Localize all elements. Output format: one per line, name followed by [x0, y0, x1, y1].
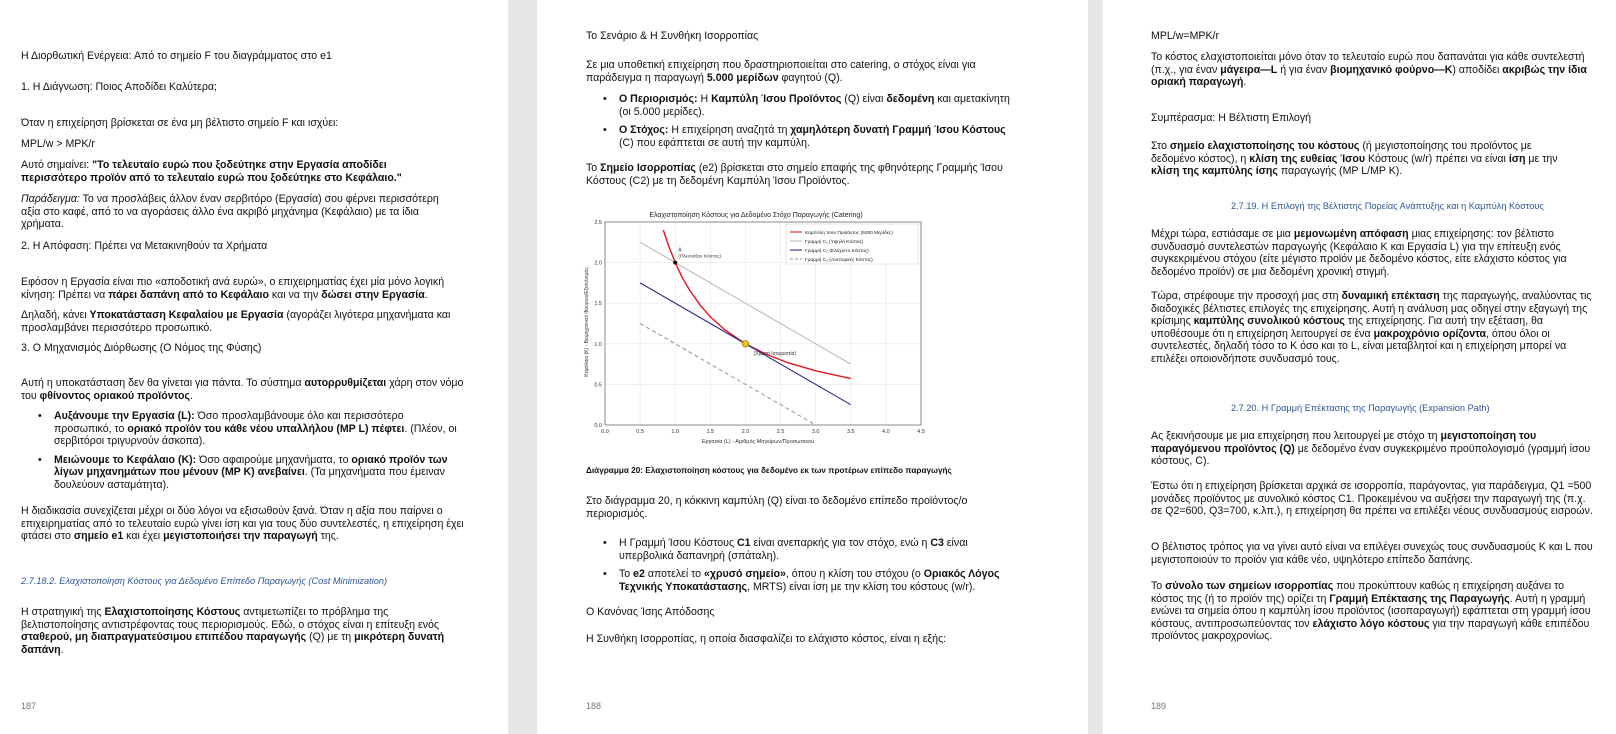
points-list	[601, 537, 1011, 599]
point-marker-e2	[742, 341, 749, 348]
page-number: 187	[21, 701, 37, 711]
section-paragraph: Έστω ότι η επιχείρηση βρίσκεται αρχικά σε ισορροπία, παράγοντας, για παράδειγμα, Q1 =500 μονάδες προϊόντος με συνολικό κόστος C1. Προκειμένου να αυξήσει την παραγωγή της (π.χ. σε Q2=600, Q3=700, κ.λπ.), η επιχείρηση θα πρέπει να επιλέξει νέους συνδυασμούς εισροών.	[1151, 480, 1593, 518]
x-tick-label: 1.5	[706, 429, 715, 435]
x-tick-label: 0.5	[636, 429, 644, 435]
list-item: • Αυξάνουμε την Εργασία (L): Όσο προσλαμβάνουμε όλο και περισσότερο προσωπικό, το οριακό προϊόν του κάθε νέου υπαλλήλου (MP L) πέφτει. (Πλέον, οι σερβιτόροι τριγυρνούν άσκοπα).	[36, 410, 462, 448]
legend-entry: Καμπύλη Ίσου Προϊόντος (5000 Μερίδες)	[805, 230, 893, 236]
chart-title: Ελαχιστοποίηση Κόστους για Δεδομένο Στόχο Παραγωγής (Catering)	[649, 212, 863, 219]
y-tick-label: 1.5	[594, 301, 602, 308]
y-tick-label: 0.0	[594, 423, 602, 429]
legend-entry: Γραμμή C₂ (Ελάχιστο Κόστος)	[805, 248, 869, 254]
x-tick-label: 3.5	[846, 429, 855, 435]
figure-caption: Διάγραμμα 20: Ελαχιστοποίηση κόστους για δεδομένο εκ των προτέρων επίπεδο παραγωγής	[586, 466, 952, 475]
y-tick-label: 1.0	[594, 341, 602, 348]
point-marker-A	[673, 261, 677, 265]
x-tick-label: 0.0	[601, 429, 609, 435]
x-tick-label: 2.0	[741, 429, 750, 435]
section-heading: 2.7.19. Η Επιλογή της Βέλτιστης Πορείας Ανάπτυξης και η Καμπύλη Κόστους	[1231, 201, 1544, 211]
point-sublabel: (Χρυσή Ισορροπία)	[753, 350, 797, 357]
section-paragraph: Ας ξεκινήσουμε με μια επιχείρηση που λειτουργεί με στόχο τη μεγιστοποίηση του παραγόμενου προϊόντος (Q) με δεδομένο έναν συγκεκριμένο προϋπολογισμό (γραμμή ίσου κόστους, C).	[1151, 430, 1591, 468]
x-tick-label: 4.0	[882, 429, 890, 435]
conclusion-title: Συμπέρασμα: Η Βέλτιστη Επιλογή	[1151, 112, 1312, 124]
cost-paragraph: Το κόστος ελαχιστοποιείται μόνο όταν το τελευταίο ευρώ που δαπανάται για κάθε συντελεστή (π.χ., για έναν μάγειρα—L ή για έναν βιομηχανικό φούρνο—K) αποδίδει ακριβώς την ίδια οριακή παραγωγή.	[1151, 51, 1587, 89]
namely-paragraph: Δηλαδή, κάνει Υποκατάσταση Κεφαλαίου με Εργασία (αγοράζει λιγότερα μηχανήματα και προσλαμβάνει περισσότερο προσωπικό.	[21, 309, 451, 334]
y-tick-label: 2.0	[594, 260, 602, 267]
mechanism-paragraph: Αυτή η υποκατάσταση δεν θα γίνεται για πάντα. Το σύστημα αυτορρυθμίζεται χάρη στον νόμο του φθίνοντος οριακού προϊόντος.	[21, 377, 464, 402]
page-188	[537, 0, 1088, 734]
legend-entry: Γραμμή C₁ (Υψηλό Κόστος)	[805, 239, 864, 245]
list-item: • Το e2 αποτελεί το «χρυσό σημείο», όπου η κλίση του στόχου (ο Οριακός Λόγος Τεχνικής Υποκατάστασης, MRTS) είναι ίση με την κλίση του κόστους (w/r).	[601, 568, 1011, 593]
y-tick-label: 0.5	[594, 382, 602, 389]
point-label: A	[678, 247, 682, 254]
x-tick-label: 3.0	[811, 429, 820, 435]
diagnosis-intro: Όταν η επιχείρηση βρίσκεται σε ένα μη βέλτιστο σημείο F και ισχύει:	[21, 117, 339, 129]
conclusion-paragraph: Στο σημείο ελαχιστοποίησης του κόστους (ή μεγιστοποίησης του προϊόντος με δεδομένο κόστος), η κλίση της ευθείας Ίσου Κόστους (w/r) πρέπει να είναι ίση με την κλίση της καμπύλης ίσης παραγωγής (MP L/MP K).	[1151, 140, 1558, 178]
x-axis-label: Εργασία (L) - Αριθμός Μαγείρων/Προσωπικού	[701, 439, 815, 445]
list-item: • Ο Στόχος: Η επιχείρηση αναζητά τη χαμηλότερη δυνατή Γραμμή Ίσου Κόστους (C) που εφάπτεται σε αυτή την καμπύλη.	[601, 124, 1019, 149]
page-187	[0, 0, 508, 734]
example-paragraph: Παράδειγμα: Το να προσλάβεις άλλον έναν σερβιτόρο (Εργασία) σου φέρνει περισσότερη αξία στο καφέ, από το να αγοράσεις άλλο ένα ακριβό μηχάνημα (Κεφάλαιο) με τα ίδια χρήματα.	[21, 193, 439, 231]
scenario-list	[601, 93, 1019, 155]
heading: Η Διορθωτική Ενέργεια: Από το σημείο F του διαγράμματος στο e1	[21, 50, 332, 62]
page-number: 188	[586, 701, 602, 711]
section-title: Το Σενάριο & Η Συνθήκη Ισορροπίας	[586, 30, 759, 42]
equilibrium-paragraph: Το Σημείο Ισορροπίας (e2) βρίσκεται στο σημείο επαφής της φθηνότερης Γραμμής Ίσου Κόστους (C2) με τη δεδομένη Καμπύλη Ίσου Προϊόντος.	[586, 162, 1003, 187]
x-tick-label: 4.5	[917, 429, 925, 435]
list-item: • Μειώνουμε το Κεφάλαιο (K): Όσο αφαιρούμε μηχανήματα, το οριακό προϊόν των λίγων μηχανημάτων που μένουν (MP K) ανεβαίνει. (Τα μηχανήματα που έμειναν δουλεύουν ασταμάτητα).	[36, 454, 462, 492]
diagnosis-title: 1. Η Διάγνωση: Ποιος Αποδίδει Καλύτερα;	[21, 81, 217, 93]
y-axis-label: Κεφάλαιο (K) - Βιομηχανικοί Φούρνοι/Εξοπλισμός	[584, 267, 590, 377]
section-heading: 2.7.20. Η Γραμμή Επέκτασης της Παραγωγής (Expansion Path)	[1231, 403, 1490, 413]
section-paragraph: Το σύνολο των σημείων ισορροπίας που προκύπτουν καθώς η επιχείρηση αυξάνει το κόστος της (ή το προϊόν της) ορίζει τη Γραμμή Επέκτασης της Παραγωγής. Αυτή η γραμμή ενώνει τα σημεία όπου η καμπύλη ίσου προϊόντος (ισοπαραγωγή) εφάπτεται στη γραμμή ίσου κόστους, αντιπροσωπεύοντας τον ελάχιστο λόγο κόστους για την παραγωγή κάθε επιπέδου προϊόντος μακροχρονίως.	[1151, 580, 1591, 643]
mechanism-title: 3. Ο Μηχανισμός Διόρθωσης (Ο Νόμος της Φύσης)	[21, 342, 262, 354]
meaning-paragraph: Αυτό σημαίνει: "Το τελευταίο ευρώ που ξοδεύτηκε στην Εργασία αποδίδει περισσότερο προϊόν από το τελευταίο ευρώ που ξοδεύτηκε στο Κεφάλαιο."	[21, 159, 402, 184]
formula: MPL/w=MPK/r	[1151, 30, 1219, 42]
cost-minimization-chart	[577, 210, 937, 455]
point-sublabel: (Πλεονάζον Κόστος)	[678, 254, 722, 260]
x-tick-label: 1.0	[671, 429, 680, 435]
rule-title: Ο Κανόνας Ίσης Απόδοσης	[586, 606, 715, 618]
inequality: MPL/w > MPK/r	[21, 138, 95, 150]
section-heading: 2.7.18.2. Ελαχιστοποίηση Κόστους για Δεδομένο Επίπεδο Παραγωγής (Cost Minimization)	[21, 576, 388, 586]
section-paragraph: Ο βέλτιστος τρόπος για να γίνει αυτό είναι να επιλέγει συνεχώς τους συνδυασμούς K και L που μεγιστοποιούν το προϊόν για κάθε νέο, υψηλότερο επίπεδο δαπάνης.	[1151, 541, 1593, 566]
process-paragraph: Η διαδικασία συνεχίζεται μέχρι οι δύο λόγοι να εξισωθούν ξανά. Όταν η αξία που παίρνει ο επιχειρηματίας από το τελευταίο ευρώ γίνει ίση και για τους δύο συντελεστές, η επιχείρηση έχει φτάσει στο σημείο e1 και έχει μεγιστοποιήσει την παραγωγή της.	[21, 505, 464, 543]
section-paragraph: Τώρα, στρέφουμε την προσοχή μας στη δυναμική επέκταση της παραγωγής, αναλύοντας τις διαδοχικές βέλτιστες επιλογές της επιχείρησης. Αυτή η ανάλυση μας οδηγεί στην εξαγωγή της κρίσιμης καμπύλης συνολικού κόστους της επιχείρησης. Για αυτή την εξέταση, θα υποθέσουμε ότι η επιχείρηση λειτουργεί σε ένα μακροχρόνιο ορίζοντα, όπου όλοι οι συντελεστές, δηλαδή τόσο το K όσο και το L, είναι μεταβλητοί και η επιχείρηση μπορεί να επιλέξει οποιονδήποτε συνδυασμό τους.	[1151, 290, 1592, 365]
section-paragraph: Μέχρι τώρα, εστιάσαμε σε μια μεμονωμένη απόφαση μιας επιχείρησης: τον βέλτιστο συνδυασμό συντελεστών παραγωγής (Κεφάλαιο Κ και Εργασία L) για την επίτευξη ενός συγκεκριμένου στόχου (είτε μέγιστο προϊόν με δεδομένο κόστος, είτε ελάχιστο κόστος για δεδομένο προϊόν) σε μια δεδομένη χρονική στιγμή.	[1151, 228, 1567, 278]
decision-paragraph: Εφόσον η Εργασία είναι πιο «αποδοτική ανά ευρώ», ο επιχειρηματίας έχει μία μόνο λογική κίνηση: Πρέπει να πάρει δαπάνη από το Κεφάλαιο και να την δώσει στην Εργασία.	[21, 276, 445, 301]
strategy-paragraph: Η στρατηγική της Ελαχιστοποίησης Κόστους αντιμετωπίζει το πρόβλημα της βελτιστοποίησης αντιστρέφοντας τους περιορισμούς. Εδώ, ο στόχος είναι η επίτευξη ενός σταθερού, μη διαπραγματεύσιμου επιπέδου παραγωγής (Q) με τη μικρότερη δυνατή δαπάνη.	[21, 606, 445, 656]
intro-paragraph: Σε μια υποθετική επιχείρηση που δραστηριοποιείται στο catering, ο στόχος είναι για παράδειγμα η παραγωγή 5.000 μερίδων φαγητού (Q).	[586, 59, 976, 84]
y-tick-label: 2.5	[594, 220, 602, 226]
list-item: • Ο Περιορισμός: Η Καμπύλη Ίσου Προϊόντος (Q) είναι δεδομένη και αμετακίνητη (οι 5.000 μερίδες).	[601, 93, 1019, 118]
list-item: • Η Γραμμή Ίσου Κόστους C1 είναι ανεπαρκής για τον στόχο, ενώ η C3 είναι υπερβολικά δαπανηρή (σπάταλη).	[601, 537, 1011, 562]
page-189	[1103, 0, 1616, 734]
page-number: 189	[1151, 701, 1167, 711]
x-tick-label: 2.5	[776, 429, 785, 435]
after-chart-paragraph: Στο διάγραμμα 20, η κόκκινη καμπύλη (Q) είναι το δεδομένο επίπεδο προϊόντος/ο περιορισμός.	[586, 495, 968, 520]
chart-legend	[786, 224, 918, 264]
mechanism-list	[36, 410, 462, 498]
decision-title: 2. Η Απόφαση: Πρέπει να Μετακινηθούν τα Χρήματα	[21, 240, 268, 252]
condition-paragraph: Η Συνθήκη Ισορροπίας, η οποία διασφαλίζει το ελάχιστο κόστος, είναι η εξής:	[586, 633, 947, 645]
legend-entry: Γραμμή C₃ (Ανεπαρκές Κόστος)	[805, 257, 873, 263]
